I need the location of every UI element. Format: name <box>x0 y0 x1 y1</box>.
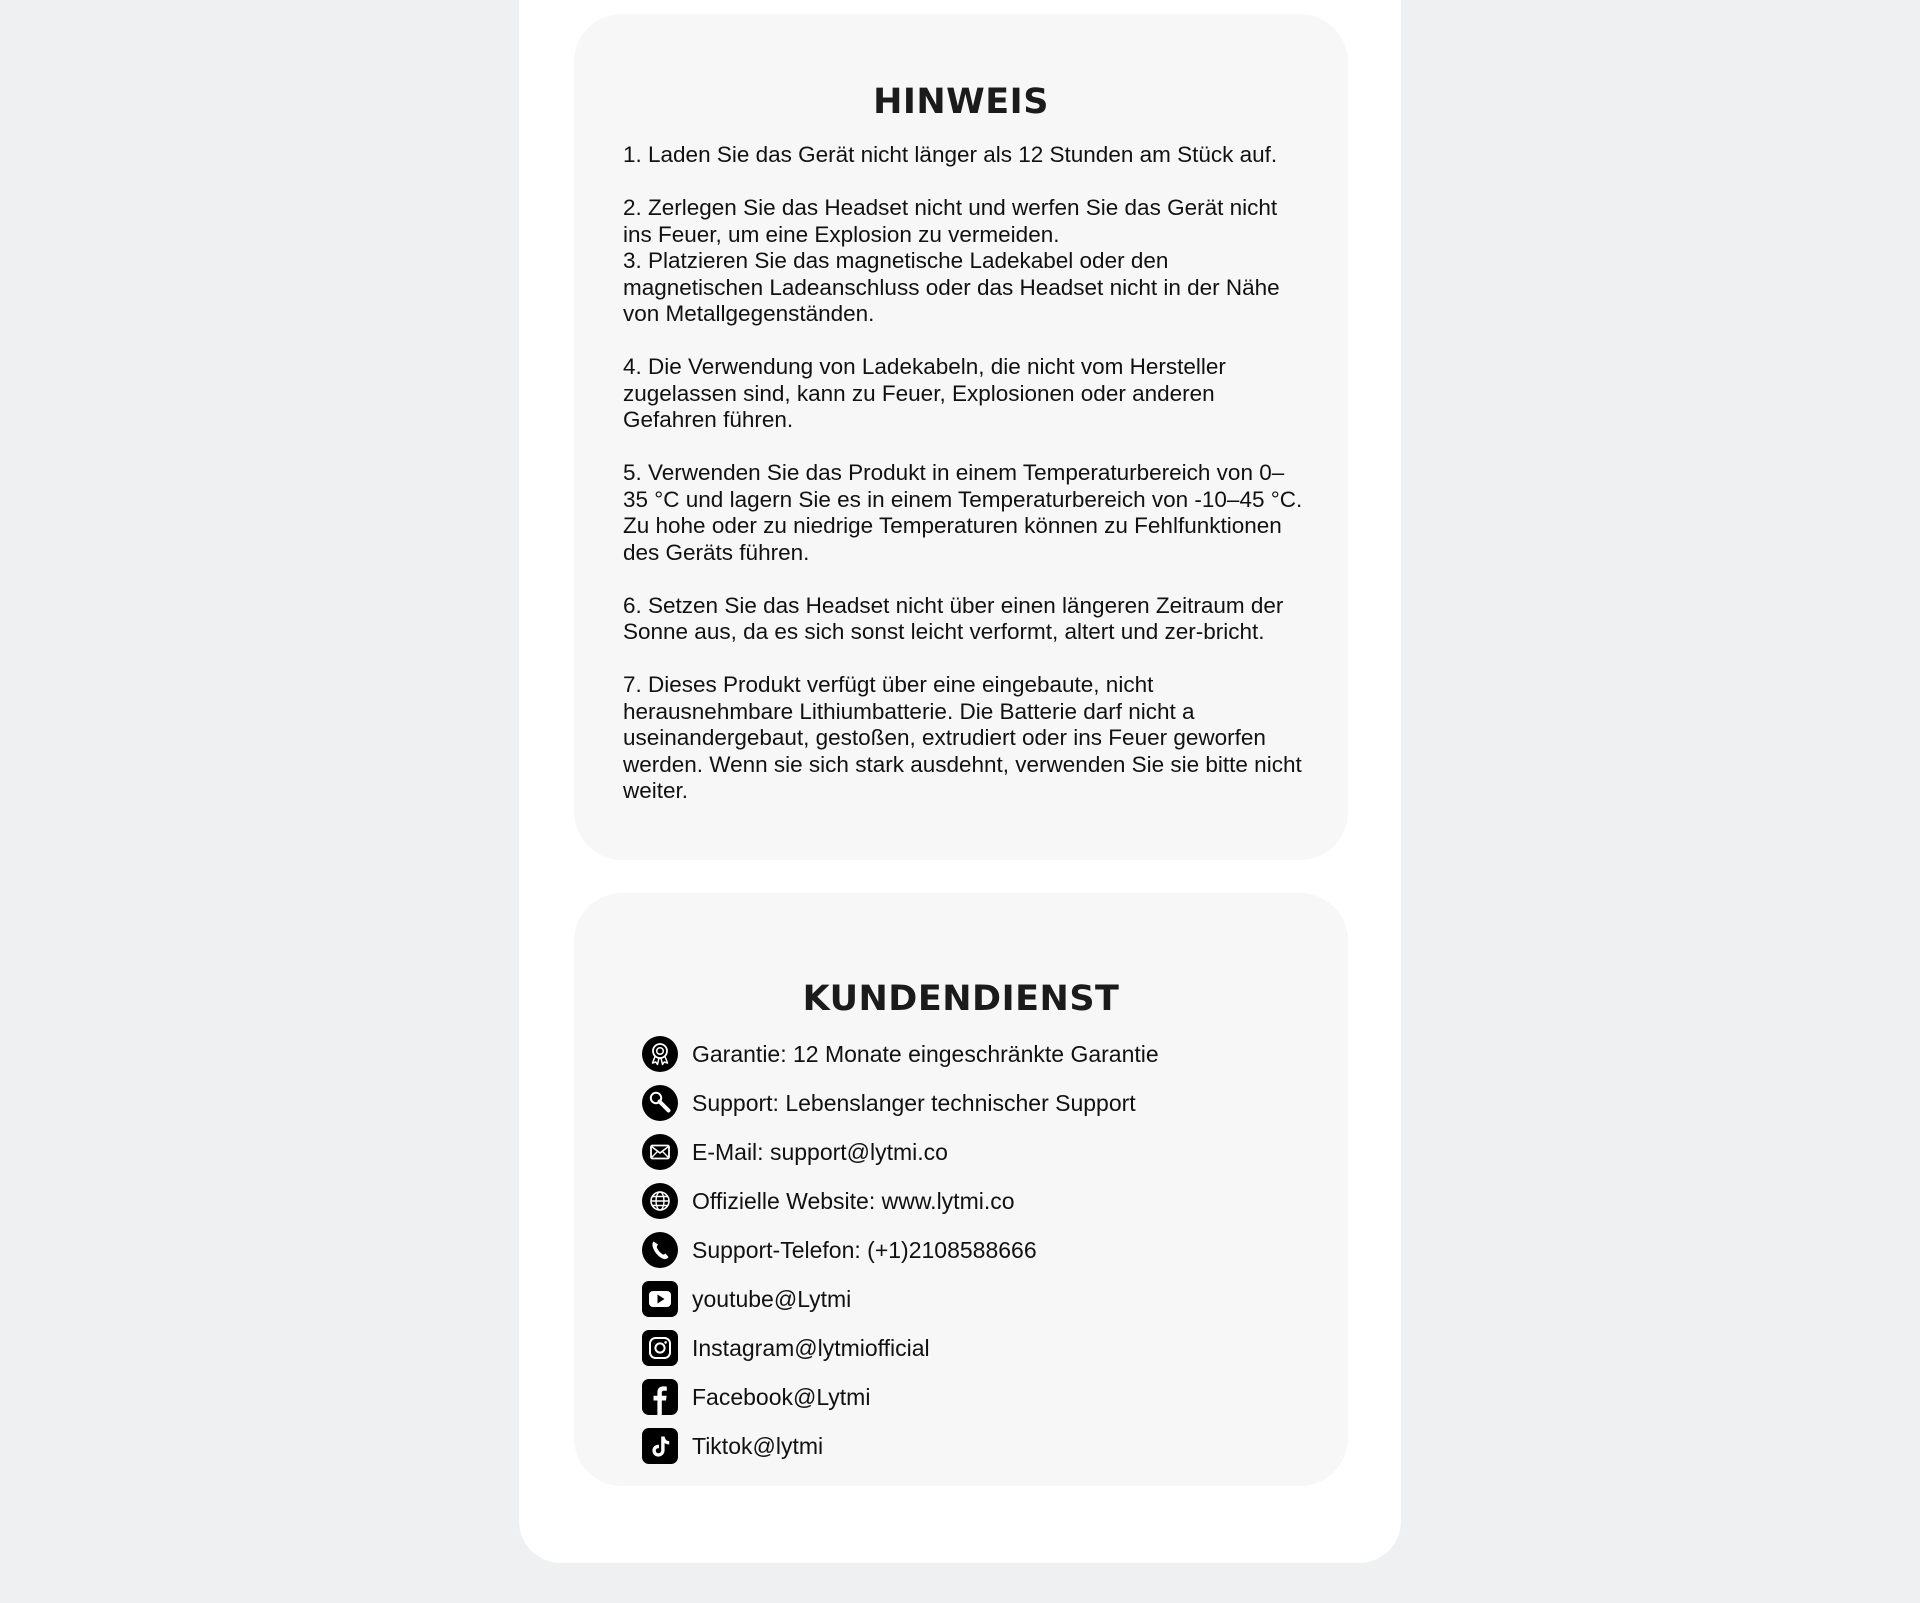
notice-item-2: 2. Zerlegen Sie das Headset nicht und werfen Sie das Gerät nicht ins Feuer, um eine Explosion zu vermeiden. <box>623 195 1278 247</box>
contact-row-email <box>642 1133 948 1171</box>
contact-row-warranty <box>642 1035 1159 1073</box>
customer-service-title: KUNDENDIENST <box>802 979 1120 1019</box>
contact-text-tiktok[interactable]: Tiktok@lytmi <box>692 1432 824 1459</box>
facebook-icon <box>642 1379 678 1415</box>
globe-icon <box>642 1183 678 1219</box>
notice-list <box>623 142 1304 805</box>
notice-card <box>574 14 1348 860</box>
contact-text-phone[interactable]: Support-Telefon: (+1)2108588666 <box>692 1236 1037 1263</box>
contact-row-instagram <box>642 1329 930 1367</box>
phone-icon <box>642 1232 678 1268</box>
notice-title: HINWEIS <box>873 82 1049 122</box>
contact-row-website <box>642 1182 1015 1220</box>
notice-item-3: 3. Platzieren Sie das magnetische Ladekabel oder den magnetischen Ladeanschluss oder das Headset nicht in der Nähe von Metallgegenständen. <box>623 248 1280 326</box>
notice-item-7: 7. Dieses Produkt verfügt über eine eingebaute, nicht herausnehmbare Lithiumbatterie. Die Batterie darf nicht a useinandergebaut, gestoßen, extrudiert oder ins Feuer geworfen werden. Wenn sie sich stark ausdehnt, verwenden Sie sie bitte nicht weiter. <box>623 672 1302 803</box>
mail-icon <box>642 1134 678 1170</box>
wrench-icon <box>642 1085 678 1121</box>
contact-row-phone <box>642 1231 1037 1269</box>
award-icon <box>642 1036 678 1072</box>
notice-item-1: 1. Laden Sie das Gerät nicht länger als 12 Stunden am Stück auf. <box>623 142 1278 167</box>
contact-text-website[interactable]: Offizielle Website: www.lytmi.co <box>692 1187 1015 1214</box>
contact-row-facebook <box>642 1378 870 1416</box>
contact-row-youtube <box>642 1280 851 1318</box>
contact-text-instagram[interactable]: Instagram@lytmiofficial <box>692 1334 930 1361</box>
notice-item-4: 4. Die Verwendung von Ladekabeln, die nicht vom Hersteller zugelassen sind, kann zu Feuer, Explosionen oder anderen Gefahren führen. <box>623 354 1226 432</box>
notice-item-5: 5. Verwenden Sie das Produkt in einem Temperaturbereich von 0–35 °C und lagern Sie es in einem Temperaturbereich von -10–45 °C. Zu hohe oder zu niedrige Temperaturen können zu Fehlfunktionen des Geräts führen. <box>623 460 1303 565</box>
contact-text-support: Support: Lebenslanger technischer Support <box>692 1089 1136 1116</box>
contact-text-youtube[interactable]: youtube@Lytmi <box>692 1285 852 1312</box>
contact-text-warranty: Garantie: 12 Monate eingeschränkte Garantie <box>692 1040 1159 1067</box>
instagram-icon <box>642 1330 678 1366</box>
contact-row-tiktok <box>642 1427 823 1465</box>
youtube-icon <box>642 1281 678 1317</box>
notice-item-6: 6. Setzen Sie das Headset nicht über einen längeren Zeitraum der Sonne aus, da es sich sonst leicht verformt, altert und zer-bricht. <box>623 592 1284 644</box>
tiktok-icon <box>642 1428 678 1464</box>
contact-text-email[interactable]: E-Mail: support@lytmi.co <box>692 1138 948 1165</box>
contact-text-facebook[interactable]: Facebook@Lytmi <box>692 1383 871 1410</box>
contact-row-support <box>642 1084 1136 1122</box>
